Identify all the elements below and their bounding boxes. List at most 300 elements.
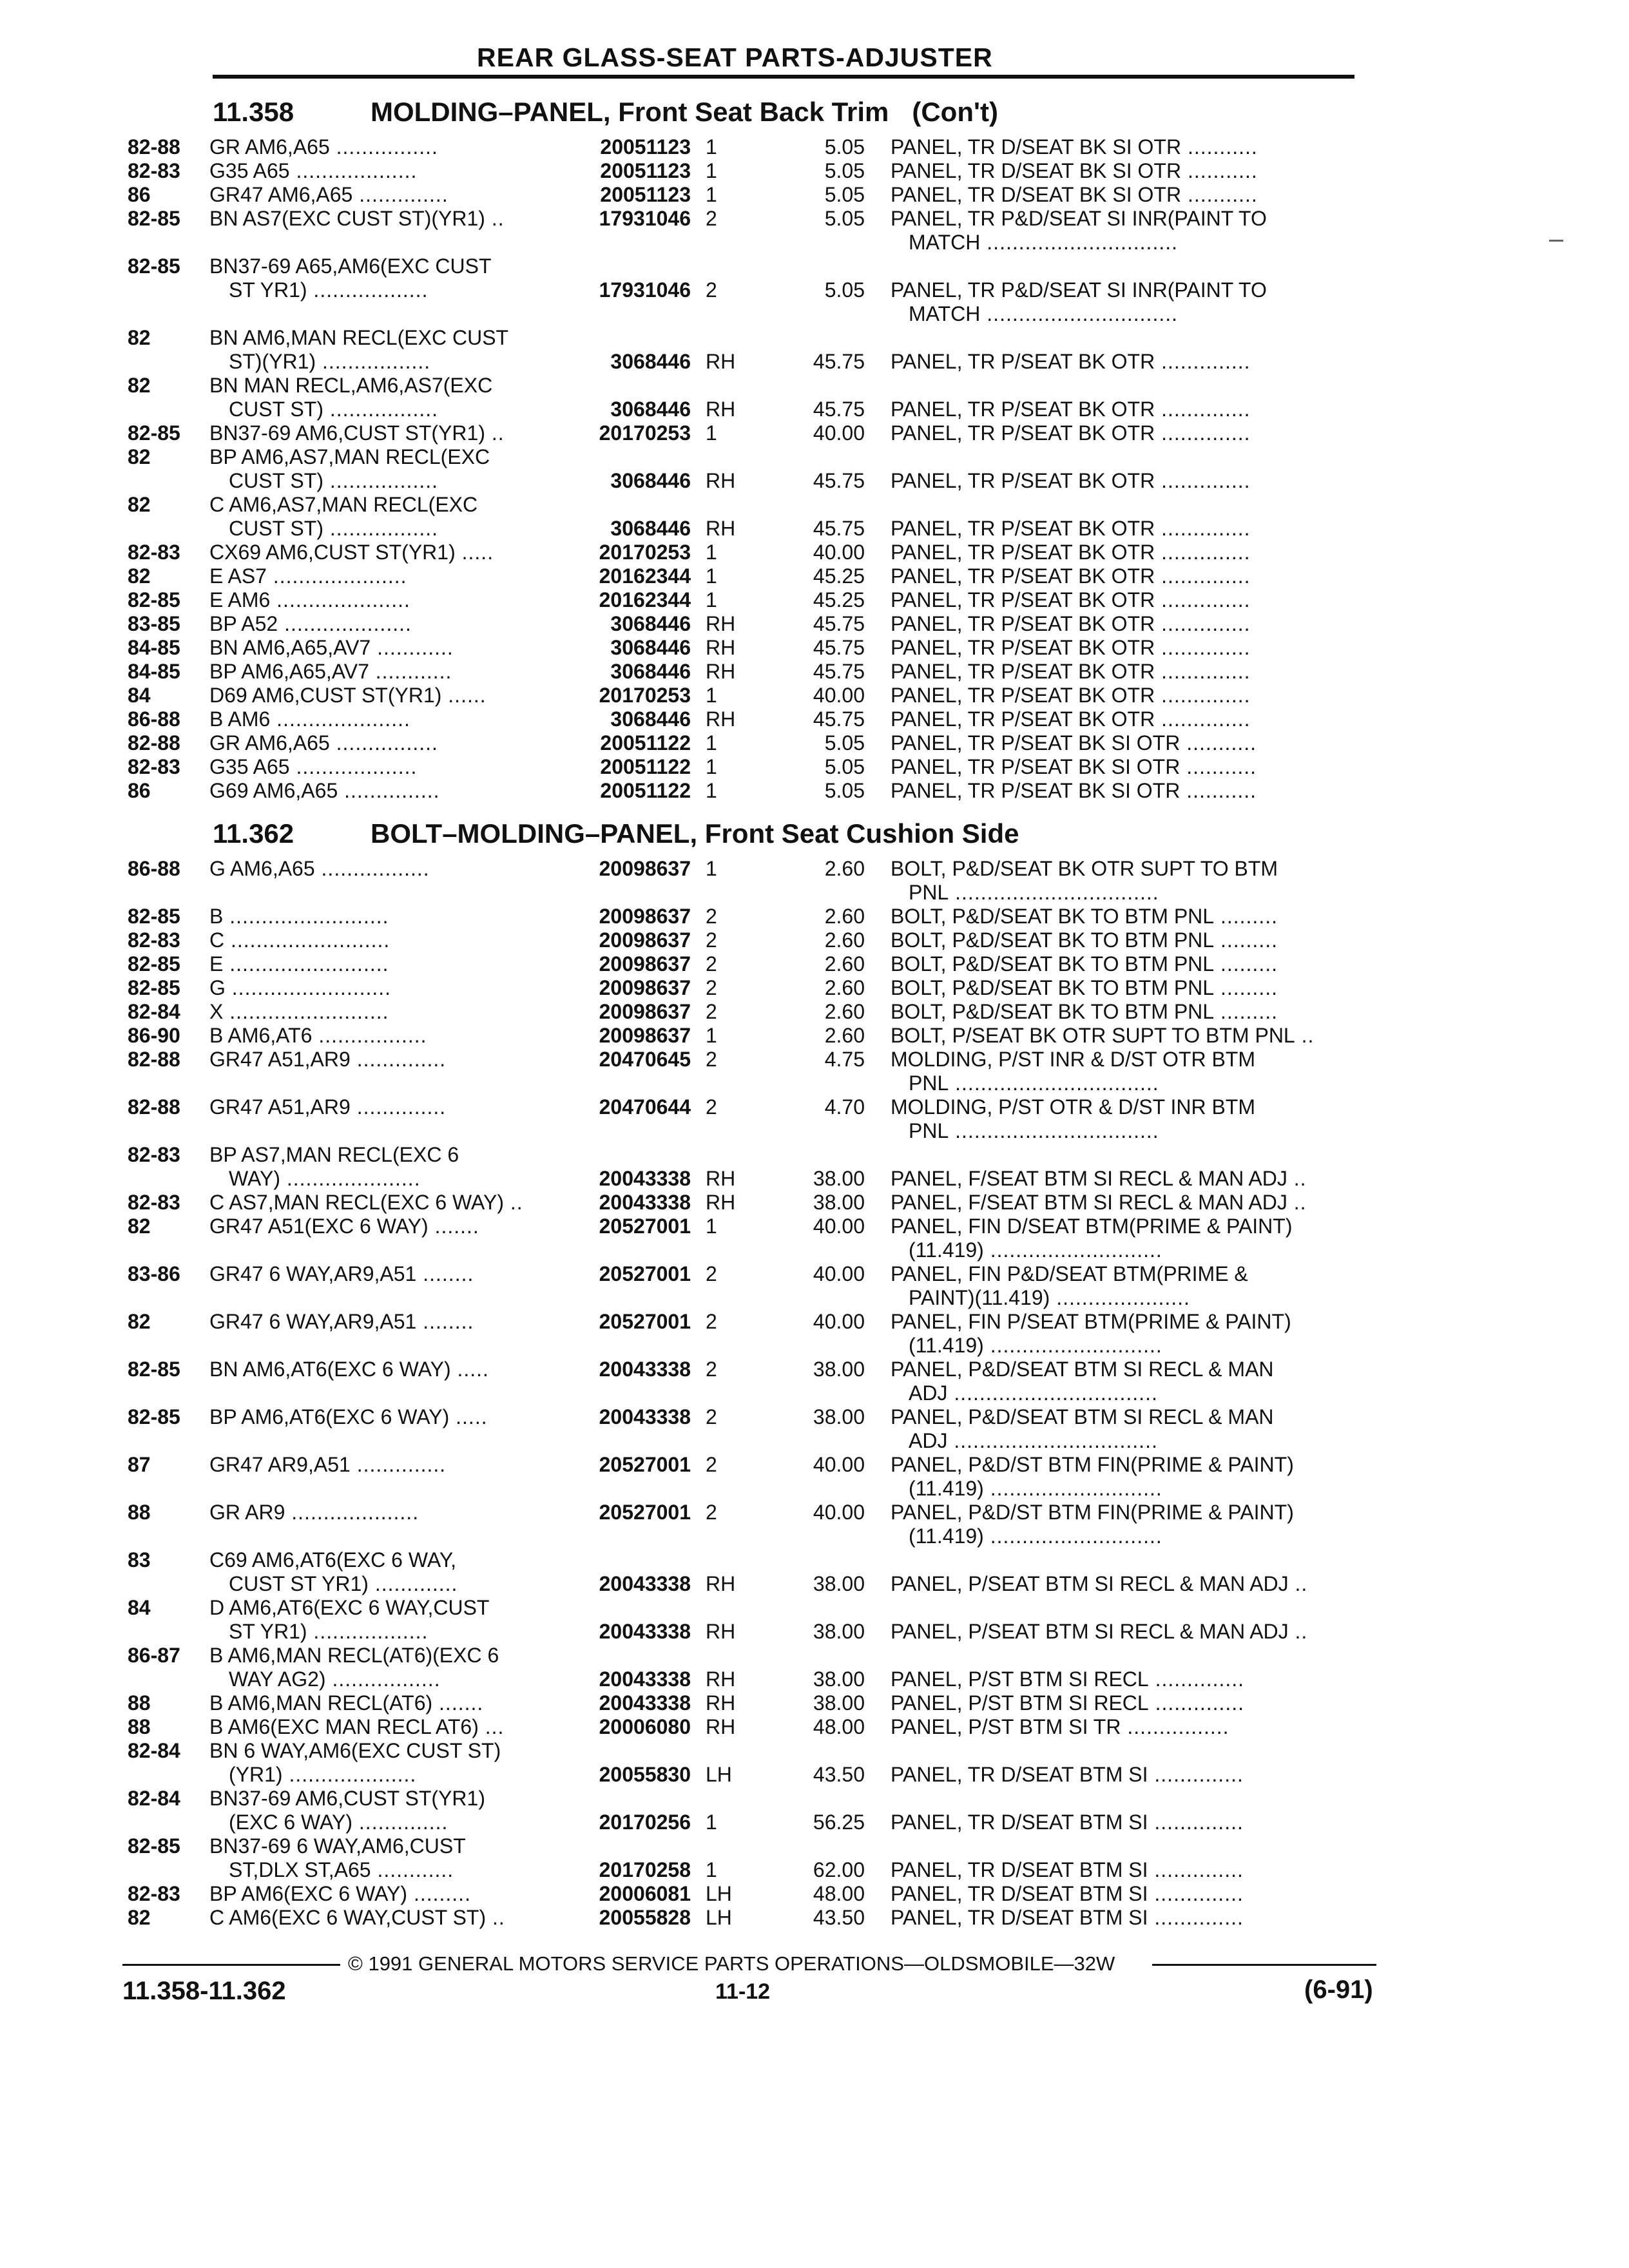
leader-dots: .............. [1155,421,1251,445]
price: 2.60 [824,952,865,975]
model-text: BP AM6(EXC 6 WAY) [209,1882,408,1905]
part-number: 20162344 [599,564,691,588]
leader-dots: ............ [371,636,454,659]
description-text: PANEL, TR D/SEAT BTM SI [891,1811,1148,1834]
part-number: 20098637 [599,976,691,999]
description-text: MATCH [909,231,981,254]
model-year: 88 [128,1691,151,1715]
leader-dots: ................................ [949,1119,1159,1142]
model-text: G35 A65 [209,159,290,182]
price: 38.00 [813,1620,865,1643]
description-text: PANEL, TR P/SEAT BK OTR [891,564,1155,588]
leader-dots: ................. [312,1024,427,1047]
description-text: PANEL, TR P/SEAT BK OTR [891,469,1155,492]
revision-date: (6-91) [1304,1975,1373,2004]
leader-dots: ........... [1180,779,1257,802]
part-number: 3068446 [610,612,691,635]
description-text: (11.419) [909,1334,984,1357]
price: 2.60 [824,857,865,880]
description-text: PANEL, FIN D/SEAT BTM(PRIME & PAINT) [891,1215,1293,1238]
model-year: 82-85 [128,207,180,230]
model-text: BP AM6,AT6(EXC 6 WAY) [209,1405,450,1428]
part-number: 3068446 [610,660,691,683]
leader-dots: .............. [1148,1858,1244,1881]
description-text: BOLT, P&D/SEAT BK TO BTM PNL [891,976,1215,999]
leader-dots: ........................... [983,1238,1162,1262]
model-text: C AS7,MAN RECL(EXC 6 WAY) [209,1191,504,1214]
price: 38.00 [813,1191,865,1214]
part-number: 20527001 [599,1501,691,1524]
model-text: (EXC 6 WAY) [229,1811,353,1834]
model-text: X [209,1000,224,1023]
model-year: 88 [128,1715,151,1738]
leader-dots: ................. [325,1667,441,1691]
price: 2.60 [824,976,865,999]
part-number: 17931046 [599,207,691,230]
leader-dots: .................... [282,1763,417,1786]
part-number: 20055828 [599,1906,691,1929]
model-year: 82 [128,374,151,397]
footer-rule-right [1152,1964,1376,1966]
model-year: 86-88 [128,707,180,731]
price: 45.75 [813,707,865,731]
quantity: 1 [706,1811,717,1834]
scan-mark [1549,240,1563,242]
quantity: 2 [706,1405,717,1428]
price: 5.05 [824,183,865,206]
description-text: PNL [909,1072,949,1095]
description-text: MOLDING, P/ST INR & D/ST OTR BTM [891,1048,1255,1071]
leader-dots: ................ [329,731,438,754]
price: 5.05 [824,159,865,182]
leader-dots: .............. [1155,707,1251,731]
leader-dots: ....... [428,1215,479,1238]
leader-dots: .. [1288,1572,1308,1595]
price: 45.75 [813,350,865,373]
part-number: 20043338 [599,1358,691,1381]
quantity: 1 [706,1858,717,1881]
leader-dots: .............. [350,1095,447,1119]
quantity: RH [706,517,736,540]
leader-dots: ................................ [947,1381,1158,1405]
quantity: 2 [706,976,717,999]
model-year: 82-85 [128,1834,180,1858]
price: 2.60 [824,1024,865,1047]
model-year: 82-88 [128,1095,180,1119]
model-year: 84 [128,684,151,707]
leader-dots: ..................... [280,1167,421,1190]
model-year: 86 [128,183,151,206]
model-year: 87 [128,1453,151,1476]
leader-dots: ................................ [949,881,1159,904]
leader-dots: .................. [307,1620,429,1643]
leader-dots: .................... [278,612,412,635]
description-text: BOLT, P&D/SEAT BK TO BTM PNL [891,952,1215,975]
part-number: 20043338 [599,1691,691,1715]
price: 62.00 [813,1858,865,1881]
leader-dots: .............. [1148,1882,1244,1905]
part-number: 20170256 [599,1811,691,1834]
model-year: 82 [128,493,151,516]
model-text: E AM6 [209,588,271,611]
section-heading [213,97,998,128]
price: 43.50 [813,1763,865,1786]
price: 43.50 [813,1906,865,1929]
leader-dots: ................ [329,135,438,159]
quantity: 2 [706,1000,717,1023]
leader-dots: ......... [1214,928,1278,952]
price: 45.75 [813,469,865,492]
part-number: 20170253 [599,421,691,445]
footer-rule-left [122,1964,340,1966]
leader-dots: ..................... [270,707,410,731]
leader-dots: .............. [1155,588,1251,611]
leader-dots: .............................. [980,302,1178,325]
model-text: GR47 AM6,A65 [209,183,353,206]
leader-dots: ............. [368,1572,458,1595]
price: 4.75 [824,1048,865,1071]
description-text: PANEL, TR P/SEAT BK OTR [891,517,1155,540]
quantity: 2 [706,1048,717,1071]
model-text: BP A52 [209,612,278,635]
part-number: 20527001 [599,1262,691,1285]
model-text: C AM6(EXC 6 WAY,CUST ST) [209,1906,487,1929]
price: 38.00 [813,1358,865,1381]
description-text: PANEL, P/ST BTM SI RECL [891,1667,1149,1691]
leader-dots: ................................ [947,1429,1158,1452]
part-number: 20006080 [599,1715,691,1738]
description-text: (11.419) [909,1524,984,1548]
section-heading [213,818,1019,849]
price: 45.75 [813,398,865,421]
model-text: C69 AM6,AT6(EXC 6 WAY, [209,1548,456,1571]
leader-dots: ..... [450,1358,489,1381]
part-number: 20098637 [599,1024,691,1047]
model-text: CUST ST YR1) [229,1572,369,1595]
part-number: 20527001 [599,1453,691,1476]
quantity: 1 [706,541,717,564]
leader-dots: ................. [323,517,438,540]
quantity: 2 [706,1501,717,1524]
leader-dots: .............. [1148,1667,1245,1691]
price: 38.00 [813,1691,865,1715]
page-number: 11-12 [715,1979,771,2004]
model-text: C [209,928,225,952]
quantity: RH [706,707,736,731]
price: 40.00 [813,1310,865,1333]
model-text: WAY AG2) [229,1667,326,1691]
model-text: BN 6 WAY,AM6(EXC CUST ST) [209,1739,501,1762]
leader-dots: ........................... [983,1334,1162,1357]
price: 45.75 [813,660,865,683]
model-year: 82-85 [128,1405,180,1428]
leader-dots: .................... [285,1501,419,1524]
model-year: 82-83 [128,1143,180,1166]
quantity: 2 [706,278,717,302]
leader-dots: ................ [1121,1715,1229,1738]
description-text: PANEL, FIN P/SEAT BTM(PRIME & PAINT) [891,1310,1291,1333]
model-text: GR47 6 WAY,AR9,A51 [209,1262,417,1285]
section-title: MOLDING–PANEL, Front Seat Back Trim [371,97,889,127]
leader-dots: ......... [407,1882,471,1905]
leader-dots: .. [486,1906,505,1929]
quantity: 1 [706,1215,717,1238]
model-text: GR47 A51(EXC 6 WAY) [209,1215,429,1238]
leader-dots: ........... [1181,183,1258,206]
model-text: BN MAN RECL,AM6,AS7(EXC [209,374,493,397]
leader-dots: ................. [316,350,431,373]
model-year: 82-83 [128,541,180,564]
model-year: 82-85 [128,1358,180,1381]
leader-dots: ........................... [983,1477,1162,1500]
description-text: PANEL, TR D/SEAT BK SI OTR [891,159,1182,182]
model-text: B AM6(EXC MAN RECL AT6) [209,1715,479,1738]
part-number: 20170253 [599,541,691,564]
model-year: 82 [128,1215,151,1238]
leader-dots: .............. [1155,469,1251,492]
quantity: RH [706,636,736,659]
part-number: 20043338 [599,1405,691,1428]
quantity: LH [706,1763,732,1786]
model-text: B AM6,AT6 [209,1024,313,1047]
quantity: 1 [706,755,717,778]
part-number: 20098637 [599,1000,691,1023]
price: 38.00 [813,1667,865,1691]
description-text: PANEL, TR P/SEAT BK OTR [891,660,1155,683]
quantity: RH [706,1167,736,1190]
quantity: RH [706,350,736,373]
model-year: 82-88 [128,731,180,754]
description-text: PANEL, TR P/SEAT BK OTR [891,350,1155,373]
leader-dots: ..................... [266,564,407,588]
model-text: GR47 6 WAY,AR9,A51 [209,1310,417,1333]
part-number: 3068446 [610,398,691,421]
model-year: 82 [128,1310,151,1333]
part-number: 20051122 [600,755,691,778]
description-text: BOLT, P/SEAT BK OTR SUPT TO BTM PNL [891,1024,1295,1047]
page-title: REAR GLASS-SEAT PARTS-ADJUSTER [477,43,993,72]
price: 5.05 [824,779,865,802]
price: 2.60 [824,905,865,928]
leader-dots: .. [485,421,505,445]
section-number: 11.358 [213,97,294,127]
model-year: 83-85 [128,612,180,635]
leader-dots: ............ [371,1858,454,1881]
price: 40.00 [813,1215,865,1238]
model-text: ST)(YR1) [229,350,316,373]
model-year: 82-85 [128,421,180,445]
quantity: 2 [706,928,717,952]
part-number: 3068446 [610,517,691,540]
quantity: 1 [706,731,717,754]
description-text: PANEL, TR P/SEAT BK OTR [891,636,1155,659]
model-year: 82-83 [128,1882,180,1905]
model-year: 82-85 [128,905,180,928]
model-year: 82-83 [128,159,180,182]
quantity: 2 [706,1310,717,1333]
part-number: 3068446 [610,350,691,373]
part-number: 20098637 [599,952,691,975]
model-year: 84 [128,1596,151,1619]
leader-dots: .............. [352,1811,448,1834]
part-number: 20170253 [599,684,691,707]
quantity: 1 [706,159,717,182]
leader-dots: .............. [1155,541,1251,564]
description-text: MATCH [909,302,981,325]
model-year: 83-86 [128,1262,180,1285]
quantity: RH [706,1191,736,1214]
description-text: PANEL, TR P/SEAT BK OTR [891,541,1155,564]
part-number: 20055830 [599,1763,691,1786]
leader-dots: .............................. [980,231,1178,254]
quantity: RH [706,1667,736,1691]
leader-dots: .. [1288,1620,1308,1643]
leader-dots: .................. [307,278,429,302]
description-text: BOLT, P&D/SEAT BK TO BTM PNL [891,928,1215,952]
price: 40.00 [813,684,865,707]
leader-dots: .. [1287,1167,1307,1190]
leader-dots: .. [1295,1024,1315,1047]
model-year: 82 [128,1906,151,1929]
model-year: 82-85 [128,976,180,999]
part-number: 20170258 [599,1858,691,1881]
description-text: PANEL, TR D/SEAT BK SI OTR [891,135,1182,159]
price: 40.00 [813,421,865,445]
model-text: CUST ST) [229,469,323,492]
model-year: 82-85 [128,952,180,975]
description-text: PANEL, TR P/SEAT BK SI OTR [891,779,1181,802]
price: 5.05 [824,755,865,778]
price: 2.60 [824,1000,865,1023]
leader-dots: .............. [1155,660,1251,683]
quantity: 1 [706,1024,717,1047]
part-number: 20470645 [599,1048,691,1071]
model-text: C AM6,AS7,MAN RECL(EXC [209,493,478,516]
description-text: PANEL, P&D/SEAT BTM SI RECL & MAN [891,1358,1274,1381]
model-text: GR AM6,A65 [209,731,330,754]
leader-dots: ................... [289,159,418,182]
model-year: 83 [128,1548,151,1571]
part-number: 20051123 [600,159,691,182]
leader-dots: ......... [1214,1000,1278,1023]
model-text: CUST ST) [229,398,323,421]
leader-dots: ..................... [1050,1286,1190,1309]
part-number: 20043338 [599,1167,691,1190]
quantity: 1 [706,588,717,611]
model-text: BN AM6,AT6(EXC 6 WAY) [209,1358,451,1381]
leader-dots: .............. [1155,564,1251,588]
model-text: (YR1) [229,1763,283,1786]
quantity: 2 [706,207,717,230]
part-number: 20043338 [599,1620,691,1643]
quantity: 1 [706,857,717,880]
quantity: LH [706,1882,732,1905]
price: 5.05 [824,278,865,302]
quantity: 1 [706,779,717,802]
model-text: G [209,976,226,999]
price: 40.00 [813,1262,865,1285]
leader-dots: ................. [314,857,430,880]
description-text: PANEL, FIN P&D/SEAT BTM(PRIME & [891,1262,1248,1285]
description-text: PANEL, P/SEAT BTM SI RECL & MAN ADJ [891,1572,1289,1595]
leader-dots: ........ [416,1262,474,1285]
model-year: 82-85 [128,588,180,611]
model-text: GR AR9 [209,1501,285,1524]
price: 5.05 [824,731,865,754]
quantity: LH [706,1906,732,1929]
description-text: PANEL, TR D/SEAT BTM SI [891,1906,1148,1929]
quantity: 1 [706,183,717,206]
description-text: PNL [909,1119,949,1142]
description-text: PANEL, P&D/ST BTM FIN(PRIME & PAINT) [891,1453,1294,1476]
model-text: GR AM6,A65 [209,135,330,159]
part-number: 20527001 [599,1310,691,1333]
quantity: RH [706,660,736,683]
price: 48.00 [813,1715,865,1738]
description-text: PANEL, TR P/SEAT BK OTR [891,421,1155,445]
model-text: B AM6,MAN RECL(AT6)(EXC 6 [209,1644,499,1667]
part-number: 20098637 [599,905,691,928]
description-text: PANEL, TR P/SEAT BK OTR [891,612,1155,635]
model-text: BN37-69 AM6,CUST ST(YR1) [209,1787,485,1810]
leader-dots: .............. [1148,1691,1245,1715]
description-text: PANEL, P&D/SEAT BTM SI RECL & MAN [891,1405,1274,1428]
description-text: PANEL, TR P/SEAT BK OTR [891,398,1155,421]
part-number: 20470644 [599,1095,691,1119]
leader-dots: .............. [1155,350,1251,373]
price: 40.00 [813,1453,865,1476]
part-number: 20043338 [599,1572,691,1595]
model-text: GR47 A51,AR9 [209,1095,351,1119]
quantity: 1 [706,684,717,707]
model-text: G35 A65 [209,755,290,778]
leader-dots: ... [478,1715,505,1738]
quantity: RH [706,1572,736,1595]
description-text: PANEL, F/SEAT BTM SI RECL & MAN ADJ [891,1191,1287,1214]
leader-dots: ................... [289,755,418,778]
copyright-notice: © 1991 GENERAL MOTORS SERVICE PARTS OPERATIONS—OLDSMOBILE—32W [348,1952,1115,1975]
leader-dots: .. [485,207,505,230]
leader-dots: ...... [441,684,487,707]
part-number: 20006081 [599,1882,691,1905]
model-year: 88 [128,1501,151,1524]
leader-dots: .............. [1155,398,1251,421]
price: 5.05 [824,207,865,230]
leader-dots: ........ [416,1310,474,1333]
model-text: D AM6,AT6(EXC 6 WAY,CUST [209,1596,490,1619]
price: 38.00 [813,1405,865,1428]
model-text: E [209,952,224,975]
leader-dots: .............. [1148,1811,1244,1834]
price: 38.00 [813,1167,865,1190]
model-year: 82-83 [128,755,180,778]
model-year: 86-90 [128,1024,180,1047]
leader-dots: ................. [323,469,438,492]
model-year: 82 [128,445,151,468]
leader-dots: ............ [369,660,452,683]
quantity: RH [706,1691,736,1715]
leader-dots: ....... [432,1691,484,1715]
part-number: 20527001 [599,1215,691,1238]
leader-dots: .............. [350,1453,447,1476]
model-text: ST YR1) [229,1620,307,1643]
part-number: 20043338 [599,1667,691,1691]
part-number: 3068446 [610,469,691,492]
part-number: 20051123 [600,183,691,206]
quantity: 1 [706,564,717,588]
description-text: BOLT, P&D/SEAT BK TO BTM PNL [891,1000,1215,1023]
leader-dots: .............. [1148,1763,1244,1786]
